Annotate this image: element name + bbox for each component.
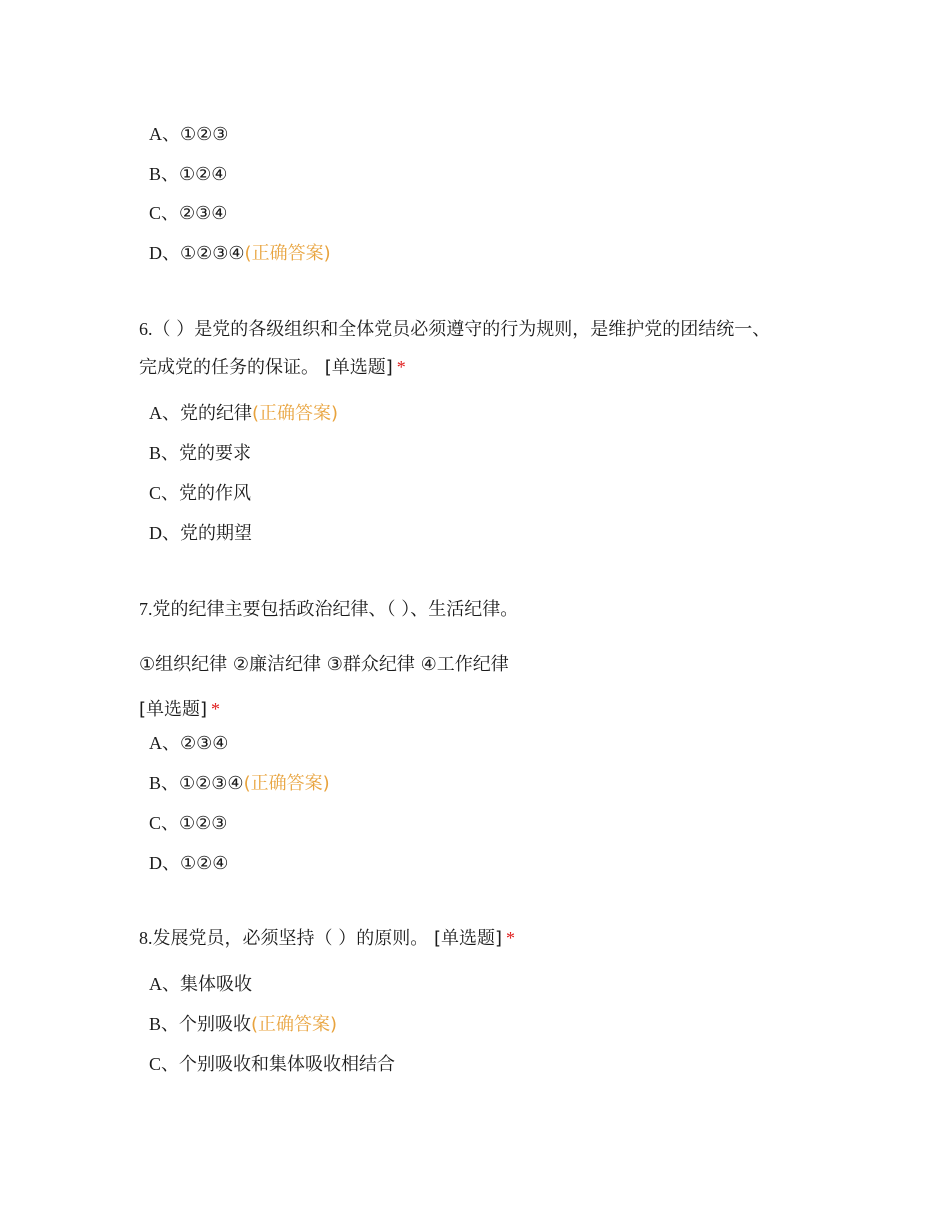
q6-question-line1 <box>139 317 770 342</box>
required-mark: * <box>211 699 221 719</box>
option-letter: B、 <box>149 773 180 793</box>
q8-option-a <box>149 972 252 997</box>
required-mark: * <box>506 928 516 948</box>
option-letter: C、 <box>149 203 180 223</box>
option-letter: C、 <box>149 813 180 833</box>
option-text: ①②④ <box>179 164 228 185</box>
option-letter: B、 <box>149 164 180 184</box>
question-text: 发展党员，必须坚持（ ）的原则。 <box>152 928 429 949</box>
option-text: 集体吸收 <box>180 974 252 995</box>
q7-option-a <box>149 731 228 756</box>
option-text: 党的要求 <box>179 443 252 464</box>
option-letter: A、 <box>149 974 180 994</box>
option-letter: A、 <box>149 403 180 423</box>
option-letter: D、 <box>149 523 180 543</box>
question-text: 完成党的任务的保证。 <box>139 357 319 378</box>
option-letter: D、 <box>149 243 180 263</box>
option-letter: A、 <box>149 733 180 753</box>
q5-option-b <box>149 162 227 187</box>
required-mark: * <box>396 357 406 377</box>
q7-question-line2 <box>139 653 509 677</box>
correct-answer-mark: (正确答案) <box>252 403 339 424</box>
q8-question-line1 <box>139 926 515 951</box>
option-letter: C、 <box>149 483 180 503</box>
option-text: 个别吸收和集体吸收相结合 <box>179 1054 396 1075</box>
option-letter: B、 <box>149 443 180 463</box>
correct-answer-mark: (正确答案) <box>251 1014 338 1035</box>
question-type: [单选题] <box>433 928 503 949</box>
q5-option-a <box>149 122 228 147</box>
q7-option-d <box>149 851 228 876</box>
option-text: ①②③ <box>179 813 228 834</box>
option-text: 党的期望 <box>180 523 252 544</box>
q5-option-d <box>149 241 331 266</box>
q8-option-c <box>149 1052 395 1077</box>
option-letter: A、 <box>149 124 180 144</box>
option-text: ②③④ <box>179 203 228 224</box>
question-type: [单选题] <box>324 357 393 378</box>
option-text: ②③④ <box>180 733 229 754</box>
q7-option-b <box>149 771 330 796</box>
q6-option-d <box>149 521 252 546</box>
question-type: [单选题] <box>139 699 208 720</box>
option-text: ①②③ <box>180 124 229 145</box>
question-number: 7. <box>139 599 153 619</box>
question-text: 党的纪律主要包括政治纪律、（ ）、生活纪律。 <box>152 599 519 620</box>
option-letter: B、 <box>149 1014 180 1034</box>
option-text: 党的作风 <box>179 483 252 504</box>
option-text: 党的纪律 <box>180 403 252 424</box>
option-text: ①②③④ <box>180 243 245 264</box>
option-text: 个别吸收 <box>179 1014 252 1035</box>
q7-option-c <box>149 811 227 836</box>
q7-question-type-line <box>139 697 220 722</box>
q8-option-b <box>149 1012 337 1037</box>
q6-option-c <box>149 481 251 506</box>
correct-answer-mark: (正确答案) <box>243 773 330 794</box>
q5-option-c <box>149 201 227 226</box>
question-text: ①组织纪律 ②廉洁纪律 ③群众纪律 ④工作纪律 <box>139 654 509 675</box>
correct-answer-mark: (正确答案) <box>244 243 331 264</box>
option-text: ①②③④ <box>179 773 244 794</box>
q7-question-line1 <box>139 597 518 622</box>
q6-option-a <box>149 401 338 426</box>
option-text: ①②④ <box>180 853 229 874</box>
option-letter: C、 <box>149 1054 180 1074</box>
question-text: （ ）是党的各级组织和全体党员必须遵守的行为规则，是维护党的团结统一、 <box>152 319 771 340</box>
question-number: 6. <box>139 319 153 339</box>
option-letter: D、 <box>149 853 180 873</box>
q6-question-line2 <box>139 355 406 380</box>
question-number: 8. <box>139 928 153 948</box>
q6-option-b <box>149 441 251 466</box>
